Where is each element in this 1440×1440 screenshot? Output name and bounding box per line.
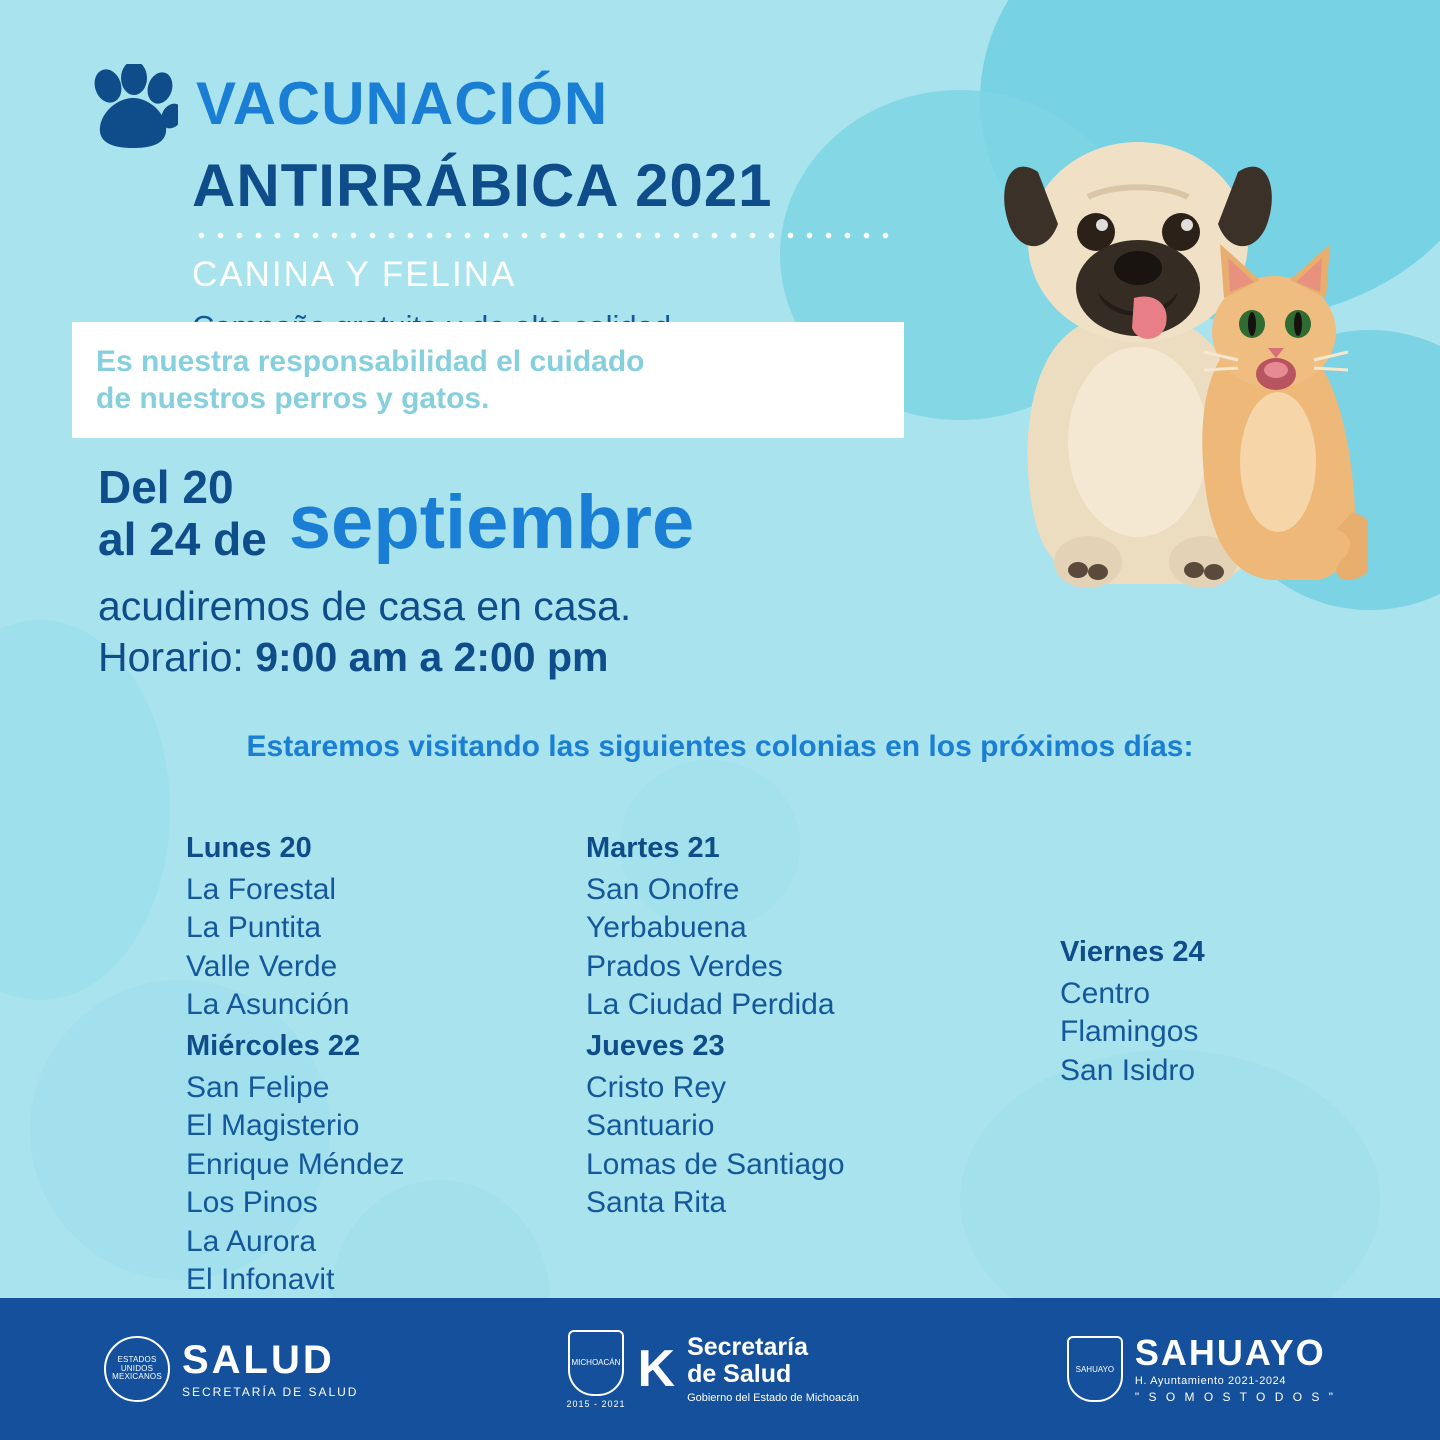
- salud-text: [181, 1337, 359, 1399]
- list-item: La Aurora: [186, 1224, 317, 1258]
- orange-kitten-photo: [1202, 244, 1368, 580]
- header: [88, 58, 948, 345]
- date-range: [98, 462, 267, 565]
- day-title: Lunes 20: [186, 832, 312, 864]
- highlight-line-2: de nuestros perros y gatos.: [96, 382, 490, 415]
- day-title: Jueves 23: [586, 1030, 725, 1062]
- date-range-row: [98, 462, 958, 565]
- logo-secretaria-salud-michoacan: [566, 1330, 858, 1409]
- day-list: [186, 871, 349, 1025]
- day-list: [1060, 975, 1205, 1090]
- list-item: Valle Verde: [186, 949, 338, 983]
- schedule-row: [98, 632, 958, 683]
- list-item: Yerbabuena: [586, 911, 747, 945]
- list-item: Santa Rita: [586, 1186, 727, 1220]
- date-range-line1: Del 20: [98, 461, 234, 513]
- salud-caption: SECRETARÍA DE SALUD: [181, 1384, 359, 1399]
- sahuayo-sub: H. Ayuntamiento 2021-2024: [1134, 1374, 1287, 1387]
- list-item: Santuario: [586, 1109, 715, 1143]
- title-row: [88, 58, 948, 150]
- sahuayo-crest-icon: [1067, 1336, 1123, 1402]
- month-label: septiembre: [288, 480, 695, 566]
- list-item: Lomas de Santiago: [586, 1147, 845, 1181]
- sahuayo-name: SAHUAYO: [1134, 1331, 1326, 1373]
- day-title: Viernes 24: [1060, 936, 1205, 968]
- paw-icon: [88, 64, 178, 150]
- list-item: La Puntita: [186, 911, 322, 945]
- page-title-line2: ANTIRRÁBICA 2021: [192, 152, 773, 219]
- highlight-text: [72, 343, 644, 418]
- schedule-value: 9:00 am a 2:00 pm: [255, 634, 609, 681]
- seal-caption: ESTADOS UNIDOS MEXICANOS: [112, 1355, 162, 1382]
- michoacan-shield-icon: [568, 1330, 624, 1396]
- list-item: La Asunción: [186, 988, 350, 1022]
- list-item: Centro: [1060, 977, 1151, 1010]
- list-item: El Magisterio: [186, 1109, 360, 1143]
- dotted-divider: [192, 232, 892, 239]
- list-item: La Forestal: [186, 873, 337, 906]
- seal-years: 2015 - 2021: [566, 1398, 626, 1409]
- secretaria-text: [687, 1334, 859, 1404]
- visit-note: acudiremos de casa en casa.: [98, 583, 632, 630]
- date-range-line2: al 24 de: [98, 512, 267, 565]
- list-item: San Felipe: [186, 1071, 330, 1104]
- salud-name: SALUD: [181, 1337, 335, 1382]
- dates-block: [98, 462, 958, 684]
- logo-sahuayo: [1067, 1331, 1336, 1404]
- mexico-eagle-seal-icon: [104, 1336, 170, 1402]
- day-title: Martes 21: [586, 832, 720, 864]
- footer: [0, 1298, 1440, 1440]
- day-list: [586, 1069, 845, 1223]
- day-group-jueves: [586, 1030, 845, 1223]
- list-item: Enrique Méndez: [186, 1147, 405, 1181]
- colonias-heading: Estaremos visitando las siguientes colonias en los próximos días:: [246, 730, 1194, 763]
- day-group-viernes: [1060, 936, 1205, 1090]
- secretaria-name-line1: Secretaría: [687, 1333, 808, 1362]
- highlight-banner: [72, 322, 904, 438]
- day-group-martes: [586, 832, 835, 1025]
- day-title: Miércoles 22: [186, 1030, 361, 1062]
- page-title-line1: VACUNACIÓN: [196, 70, 609, 137]
- list-item: San Onofre: [586, 873, 740, 906]
- k-mark-icon: K: [637, 1340, 676, 1398]
- highlight-line-1: Es nuestra responsabilidad el cuidado: [96, 344, 645, 378]
- logo-salud: [104, 1336, 358, 1402]
- pets-illustration: [938, 92, 1368, 592]
- list-item: San Isidro: [1060, 1053, 1196, 1087]
- sahuayo-caption: " S O M O S T O D O S ": [1134, 1389, 1336, 1404]
- list-item: La Ciudad Perdida: [586, 988, 835, 1022]
- list-item: El Infonavit: [186, 1262, 335, 1296]
- seal-caption: MICHOACÁN: [571, 1358, 621, 1367]
- day-list: [586, 871, 835, 1025]
- list-item: Cristo Rey: [586, 1071, 727, 1104]
- list-item: Los Pinos: [186, 1186, 318, 1220]
- seal-caption: SAHUAYO: [1075, 1364, 1115, 1374]
- day-group-lunes: [186, 832, 349, 1025]
- day-group-miercoles: [186, 1030, 404, 1299]
- schedule-label: Horario:: [98, 634, 256, 681]
- list-item: Flamingos: [1060, 1015, 1199, 1049]
- secretaria-caption: Gobierno del Estado de Michoacán: [687, 1391, 859, 1404]
- sahuayo-text: [1134, 1331, 1336, 1404]
- secretaria-name-line2: de Salud: [687, 1359, 792, 1388]
- day-list: [186, 1069, 404, 1299]
- subtitle: CANINA Y FELINA: [192, 255, 517, 294]
- list-item: Prados Verdes: [586, 949, 783, 983]
